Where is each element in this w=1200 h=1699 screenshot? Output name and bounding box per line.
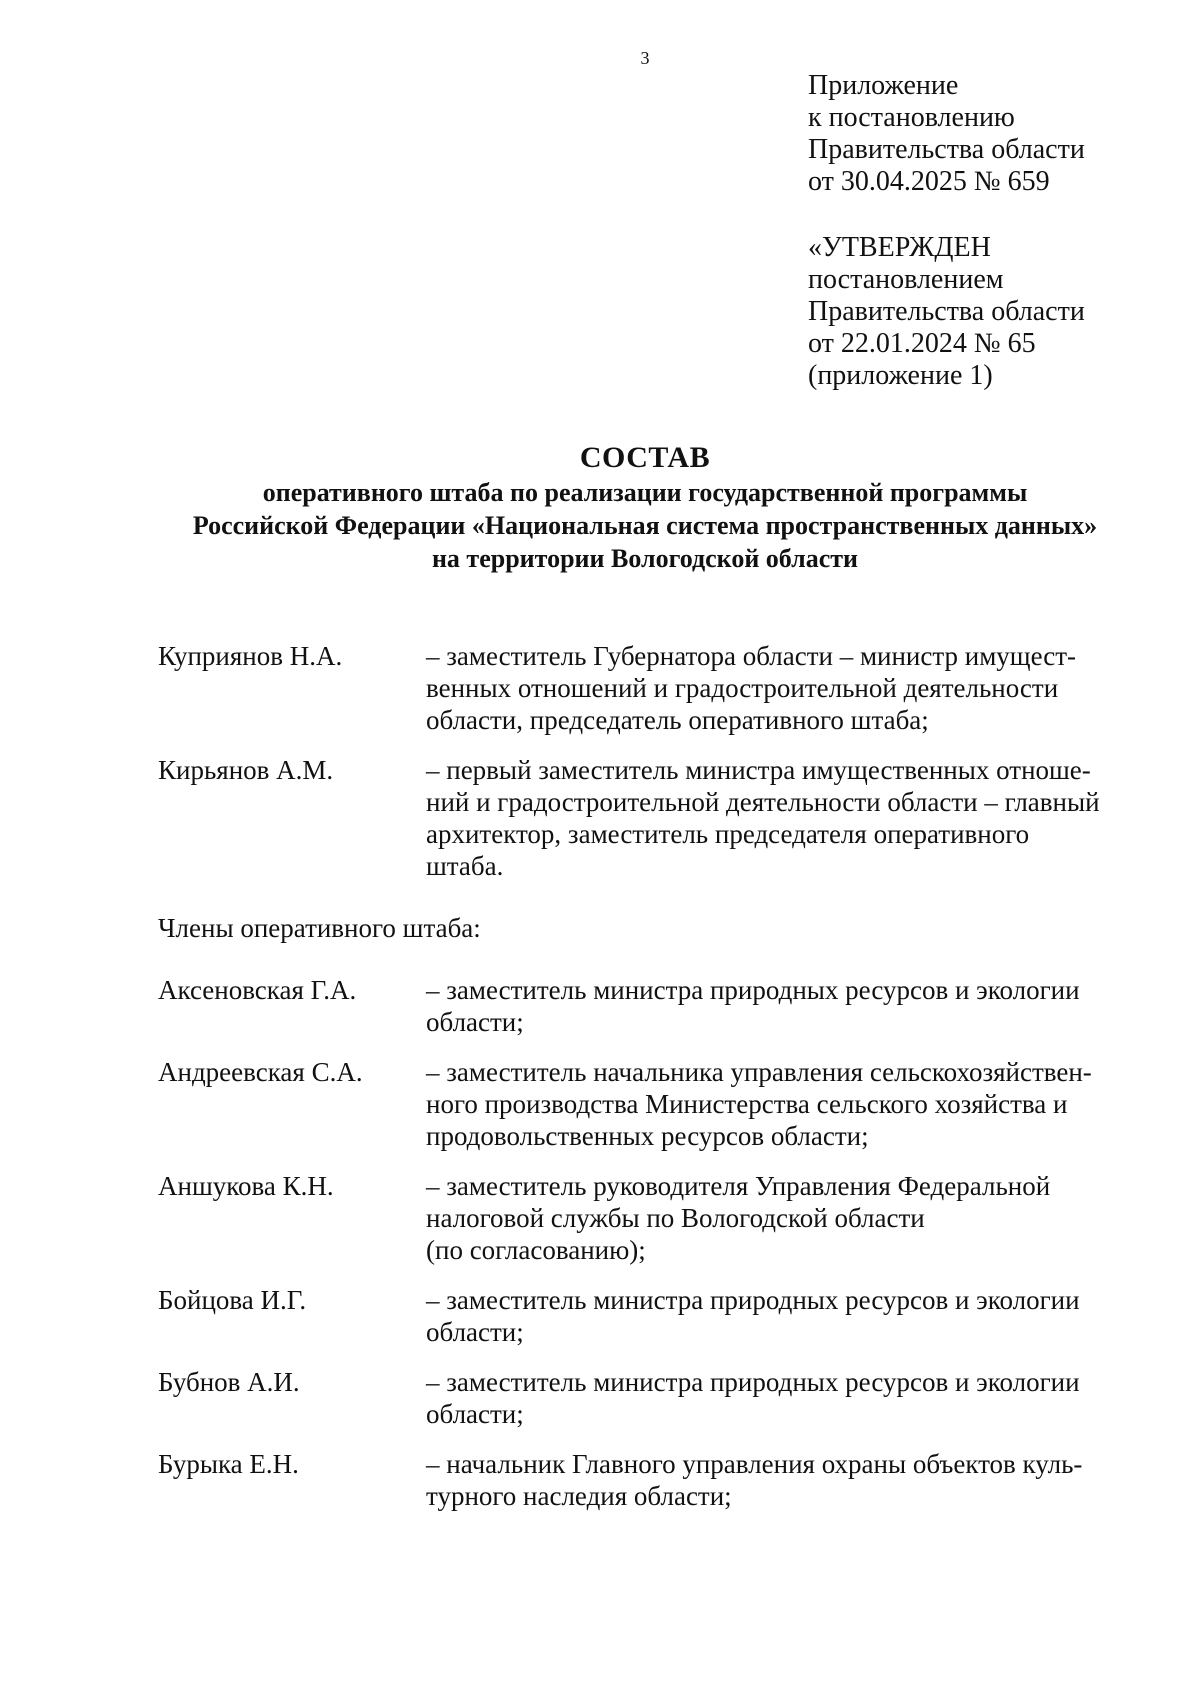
member-entry [158,1448,1148,1512]
member-entry [158,1366,1148,1430]
member-role [426,1284,1148,1348]
appendix-line: к постановлению [808,102,1015,133]
approved-line: постановлением [808,264,1004,295]
approved-line: «УТВЕРЖДЕН [808,232,991,263]
members-section-label: Члены оперативного штаба: [158,913,481,943]
role-line: (по согласованию); [426,1235,646,1265]
role-line: – заместитель министра природных ресурсов и экологии [426,1367,1080,1397]
appendix-reference-block [808,70,1085,198]
member-name: Аншукова К.Н. [158,1171,334,1201]
approved-line: от 22.01.2024 № 65 [808,328,1036,359]
role-line: венных отношений и градостроительной деятельности [426,673,1059,703]
member-name: Бубнов А.И. [158,1367,300,1397]
role-line: – заместитель руководителя Управления Федеральной [426,1171,1051,1201]
document-subtitle [100,476,1190,575]
member-name: Куприянов Н.А. [158,641,343,671]
member-entry [158,974,1148,1038]
role-line: налоговой службы по Вологодской области [426,1203,925,1233]
role-line: – заместитель министра природных ресурсов и экологии [426,975,1080,1005]
subtitle-line: на территории Вологодской области [431,544,859,573]
member-role [426,754,1148,882]
member-entry [158,754,1148,882]
member-entry [158,1284,1148,1348]
appendix-line: от 30.04.2025 № 659 [808,166,1050,197]
member-name: Кирьянов А.М. [158,755,334,785]
role-line: архитектор, заместитель председателя оперативного [426,819,1030,849]
member-entry [158,1170,1148,1266]
role-line: – заместитель Губернатора области – министр имущест- [426,641,1077,671]
role-line: штаба. [426,851,504,881]
member-name: Андреевская С.А. [158,1057,363,1087]
member-role [426,640,1148,736]
member-entry [158,640,1148,736]
role-line: – заместитель министра природных ресурсов и экологии [426,1285,1080,1315]
staff-composition-list [158,640,1148,1512]
role-line: области, председатель оперативного штаба; [426,705,929,735]
role-line: – заместитель начальника управления сельскохозяйствен- [426,1057,1092,1087]
approved-stamp-block [808,232,1085,392]
role-line: – начальник Главного управления охраны объектов куль- [426,1449,1083,1479]
role-line: турного наследия области; [426,1481,732,1511]
member-name: Аксеновская Г.А. [158,975,357,1005]
appendix-line: Правительства области [808,134,1085,165]
role-line: ного производства Министерства сельского хозяйства и [426,1089,1068,1119]
role-line: области; [426,1007,524,1037]
member-role [426,974,1148,1038]
role-line: – первый заместитель министра имущественных отноше- [426,755,1091,785]
member-name: Бурыка Е.Н. [158,1449,299,1479]
approved-line: Правительства области [808,296,1085,327]
document-heading [100,440,1190,575]
role-line: продовольственных ресурсов области; [426,1121,869,1151]
member-role [426,1170,1148,1266]
member-name: Бойцова И.Г. [158,1285,307,1315]
page-number: 3 [640,48,650,68]
approved-line: (приложение 1) [808,360,993,391]
document-title: СОСТАВ [579,441,711,474]
role-line: области; [426,1317,524,1347]
member-role [426,1366,1148,1430]
subtitle-line: оперативного штаба по реализации государственной программы [262,478,1028,507]
subtitle-line: Российской Федерации «Национальная система пространственных данных» [192,511,1098,540]
member-role [426,1448,1148,1512]
member-role [426,1056,1148,1152]
role-line: ний и градостроительной деятельности области – главный [426,787,1100,817]
member-entry [158,1056,1148,1152]
role-line: области; [426,1399,524,1429]
appendix-line: Приложение [808,70,959,101]
